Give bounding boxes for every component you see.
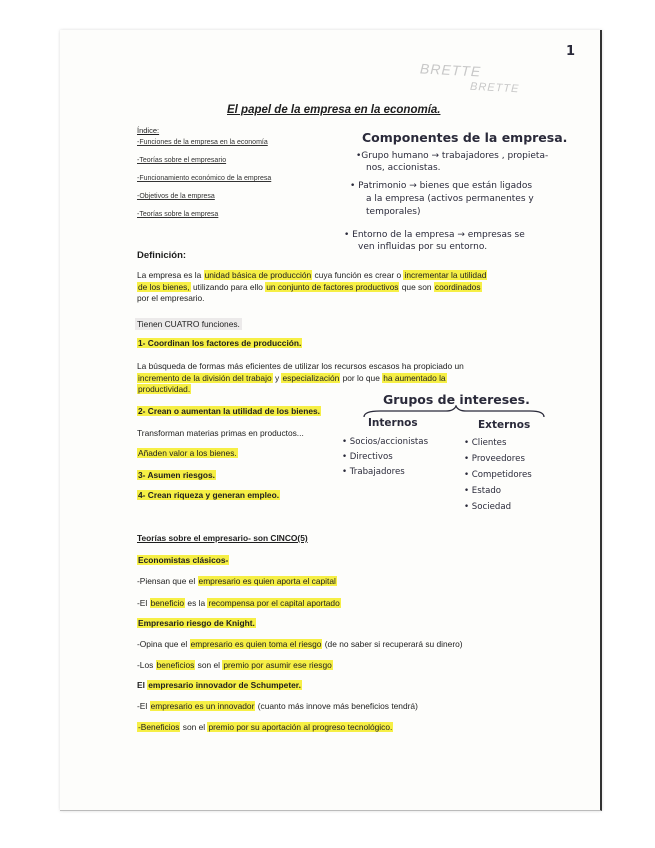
components-title: Componentes de la empresa. [362,130,568,145]
components-item-3: • Entorno de la empresa → empresas se ven influidas por su entorno. [344,230,525,252]
list-item: • Proveedores [464,454,525,464]
index-item: -Teorías sobre la empresa [137,211,219,218]
components-item-1: •Grupo humano → trabajadores , propieta- nos, accionistas. [356,151,549,173]
theory-2-heading: Empresario riesgo de Knight. [138,618,255,628]
components-item-2: • Patrimonio → bienes que están ligados a la empresa (activos permanentes y temporales) [350,181,534,217]
theory-3-heading: El empresario innovador de Schumpeter. [137,680,301,690]
index-item: -Objetivos de la empresa [137,193,215,200]
list-item: • Trabajadores [342,467,405,477]
index-item: -Funciones de la empresa en la economía [137,139,268,146]
theory-1-point-b: -El beneficio es la recompensa por el capital aportado [137,598,340,608]
bleed-through-text-2: BRETTE [469,80,520,96]
function-3: 3- Asumen riesgos. [138,470,215,480]
theory-2-point-b: -Los beneficios son el premio por asumir ese riesgo [137,660,332,670]
list-item: • Clientes [464,438,507,448]
groups-external-title: Externos [478,419,531,431]
bleed-through-text-1: BRETTE [419,60,482,80]
theory-1-heading: Economistas clásicos- [138,555,229,565]
groups-title: Grupos de intereses. [383,392,530,407]
function-1-text: La búsqueda de formas más eficientes de utilizar los recursos escasos ha propiciado un incremento de la división del trabajo y especialización por lo que ha aumentado la productividad. [137,361,464,395]
list-item: • Socios/accionistas [342,437,429,447]
groups-internal-title: Internos [368,417,418,429]
groups-internal-list [342,435,428,480]
list-item: • Competidores [464,470,532,480]
list-item: • Estado [464,486,502,496]
page-title: El papel de la empresa en la economía. [227,104,441,116]
definition-text: La empresa es la unidad básica de producción cuya función es crear o incrementar la utilidad de los bienes, utilizando para ello un conjunto de factores productivos que son coordinados por el empresario. [137,270,487,304]
function-2-text: Transforman materias primas en productos... [137,428,304,438]
theory-3-point-b: -Beneficios son el premio por su aportación al progreso tecnológico. [138,722,393,732]
page-number: 1 [566,44,576,59]
function-1: 1- Coordinan los factores de producción. [138,338,302,348]
function-4: 4- Crean riqueza y generan empleo. [138,490,280,500]
list-item: • Directivos [342,452,393,462]
index-heading: Índice: [137,126,160,135]
theory-1-point-a: -Piensan que el empresario es quien aporta el capital [137,576,336,586]
index-item: -Funcionamiento económico de la empresa [137,175,272,182]
functions-intro: Tienen CUATRO funciones. [137,319,240,329]
theory-2-point-a: -Opina que el empresario es quien toma el riesgo (de no saber si recuperará su dinero) [137,639,463,649]
theory-3-point-a: -El empresario es un innovador (cuanto más innove más beneficios tendrá) [137,701,418,711]
theories-heading: Teorías sobre el empresario- son CINCO(5) [137,533,308,543]
definition-heading: Definición: [137,250,187,261]
function-2: 2- Crean o aumentan la utilidad de los bienes. [138,406,320,416]
function-2-subtext: Añaden valor a los bienes. [138,448,237,458]
list-item: • Sociedad [464,502,512,512]
groups-external-list [464,435,532,515]
index-item: -Teorías sobre el empresario [137,157,227,164]
